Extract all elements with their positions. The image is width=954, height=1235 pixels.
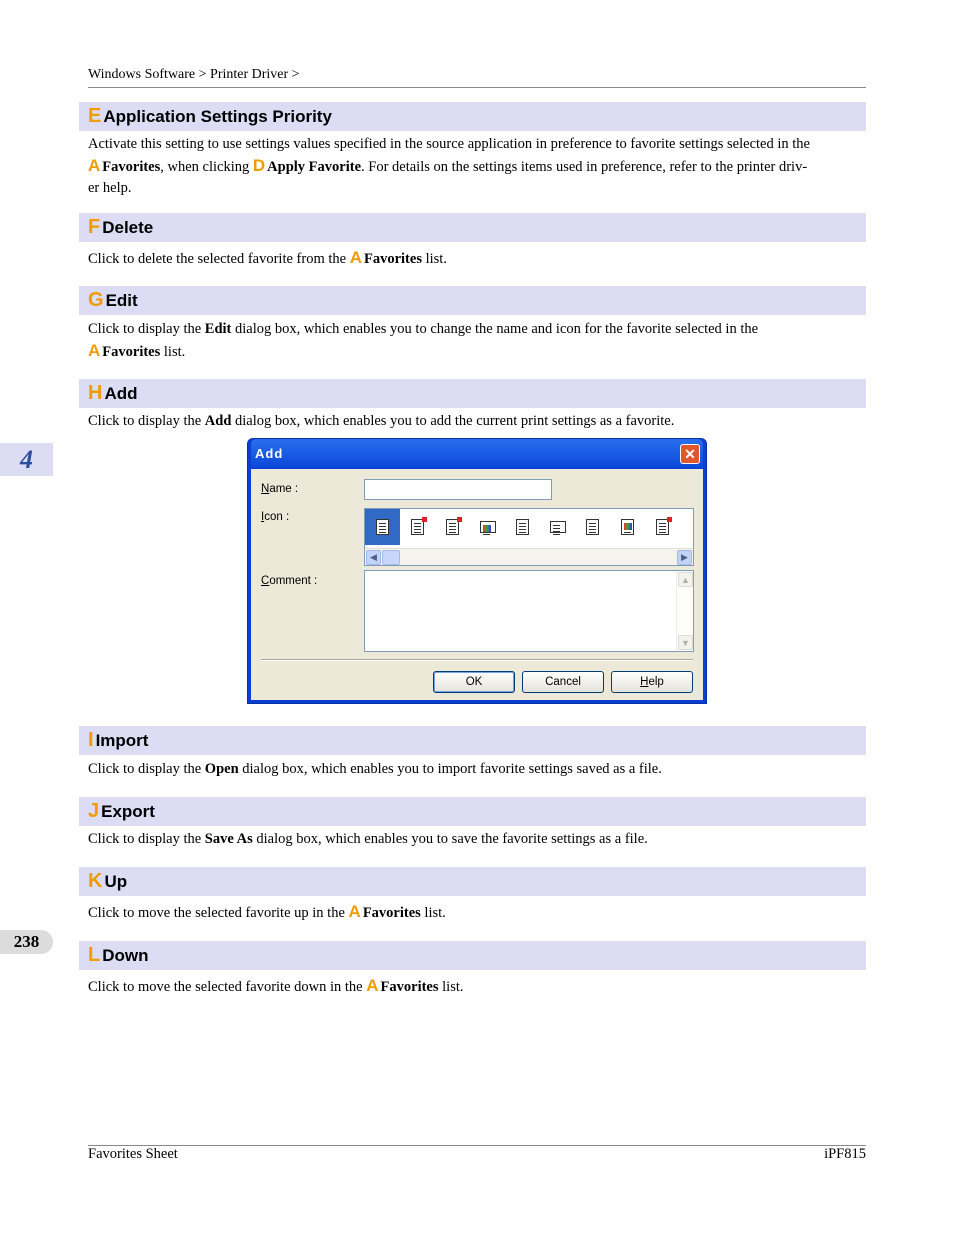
ok-button[interactable]: OK [433,671,515,693]
section-body-k [88,901,866,924]
ref-name: Favorites [102,344,161,360]
section-body-i [88,759,866,780]
dialog-separator [261,659,693,661]
document-icon[interactable] [365,509,400,545]
section-heading-j [79,797,866,826]
section-letter: F [88,216,101,238]
section-letter: G [88,289,104,311]
section-heading-i [79,726,866,755]
add-dialog [247,438,707,704]
scroll-thumb[interactable] [382,550,400,565]
section-letter: J [88,800,100,822]
dialog-client [251,469,703,700]
footer-title: Favorites Sheet [88,1146,178,1162]
scroll-left-icon[interactable]: ◀ [366,550,381,565]
body-text: Click to display the [88,761,205,777]
icon-list[interactable] [364,508,694,566]
ref-letter: A [366,976,379,995]
ref-letter: A [349,248,362,267]
section-body-l [88,975,866,998]
ref-name: Favorites [362,905,421,921]
section-heading-l [79,941,866,970]
body-text: er help. [88,180,132,196]
section-letter: L [88,944,101,966]
section-title: Down [102,945,149,965]
section-heading-f [79,213,866,242]
header-rule [88,87,866,88]
section-title: Up [104,871,128,891]
bold-term: Open [204,761,239,777]
section-title: Edit [105,290,138,310]
body-text: Click to display the [88,321,205,337]
name-input[interactable] [364,479,552,500]
ref-letter: D [252,156,266,175]
section-heading-g [79,286,866,315]
body-text: Click to delete the selected favorite from the [88,251,350,267]
body-text: dialog box, which enables you to import favorite settings saved as a file. [238,761,662,777]
name-label: Name : [261,483,299,495]
section-letter: H [88,382,103,404]
ref-name: Favorites [102,159,161,175]
body-text: . For details on the settings items used in preference, refer to the printer driv- [361,159,808,175]
body-text: Click to display the [88,831,205,847]
cancel-button[interactable]: Cancel [522,671,604,693]
section-body-g [88,319,866,363]
ref-name: Favorites [363,251,422,267]
section-letter: K [88,870,103,892]
section-body-f [88,247,866,270]
section-heading-k [79,867,866,896]
section-letter: E [88,105,102,127]
section-title: Add [104,383,138,403]
help-button[interactable]: H elp [611,671,693,693]
ref-letter: A [88,341,101,360]
photo-icon[interactable] [470,509,505,545]
section-title: Application Settings Priority [103,106,332,126]
body-text: dialog box, which enables you to change the name and icon for the favorite selected in the [231,321,759,337]
section-body-j [88,829,866,850]
section-heading-e [79,102,866,131]
document-color-icon[interactable] [645,509,680,545]
scroll-up-icon[interactable]: ▲ [678,572,693,587]
document-text-icon[interactable] [505,509,540,545]
multi-page-icon[interactable] [540,509,575,545]
bold-term: Edit [204,321,232,337]
body-text: Click to display the [88,413,205,429]
ref-name: Apply Favorite [267,159,362,175]
comment-label: Comment : [261,575,318,587]
icon-label: Icon : [261,511,290,523]
breadcrumb: Windows Software > Printer Driver > [88,67,300,82]
body-text: list. [420,905,446,921]
section-title: Export [101,801,155,821]
body-text: Click to move the selected favorite down in the [88,979,367,995]
ref-letter: A [348,902,361,921]
scroll-right-icon[interactable]: ▶ [677,550,692,565]
footer-rule [88,1145,866,1146]
bold-term: Save As [204,831,253,847]
scroll-down-icon[interactable]: ▼ [678,635,693,650]
section-heading-h [79,379,866,408]
close-icon[interactable]: ✕ [680,444,700,464]
section-body-h [88,411,866,432]
footer-model: iPF815 [824,1146,866,1162]
body-text: list. [160,344,186,360]
section-title: Import [95,730,149,750]
icon-scrollbar[interactable] [365,548,693,565]
body-text: , when clicking [160,159,253,175]
page-number: 238 [0,930,53,954]
dialog-title: Add [251,439,703,468]
section-body-e [88,134,866,199]
ref-letter: A [88,156,101,175]
document-mark-icon[interactable] [435,509,470,545]
body-text: list. [438,979,464,995]
body-text: dialog box, which enables you to save the favorite settings as a file. [252,831,648,847]
body-text: list. [421,251,447,267]
booklet-icon[interactable] [575,509,610,545]
a4-paper-icon[interactable] [610,509,645,545]
bold-term: Add [204,413,232,429]
section-title: Delete [102,217,154,237]
chapter-tab: 4 [0,443,53,476]
ref-name: Favorites [380,979,439,995]
body-text: Click to move the selected favorite up in the [88,905,349,921]
body-text: dialog box, which enables you to add the current print settings as a favorite. [231,413,675,429]
document-red-icon[interactable] [400,509,435,545]
comment-scrollbar[interactable] [676,571,693,651]
comment-textarea[interactable] [364,570,694,652]
body-text: Activate this setting to use settings values specified in the source application in preference to favorite settings selected in the [88,136,810,152]
section-letter: I [88,729,94,751]
